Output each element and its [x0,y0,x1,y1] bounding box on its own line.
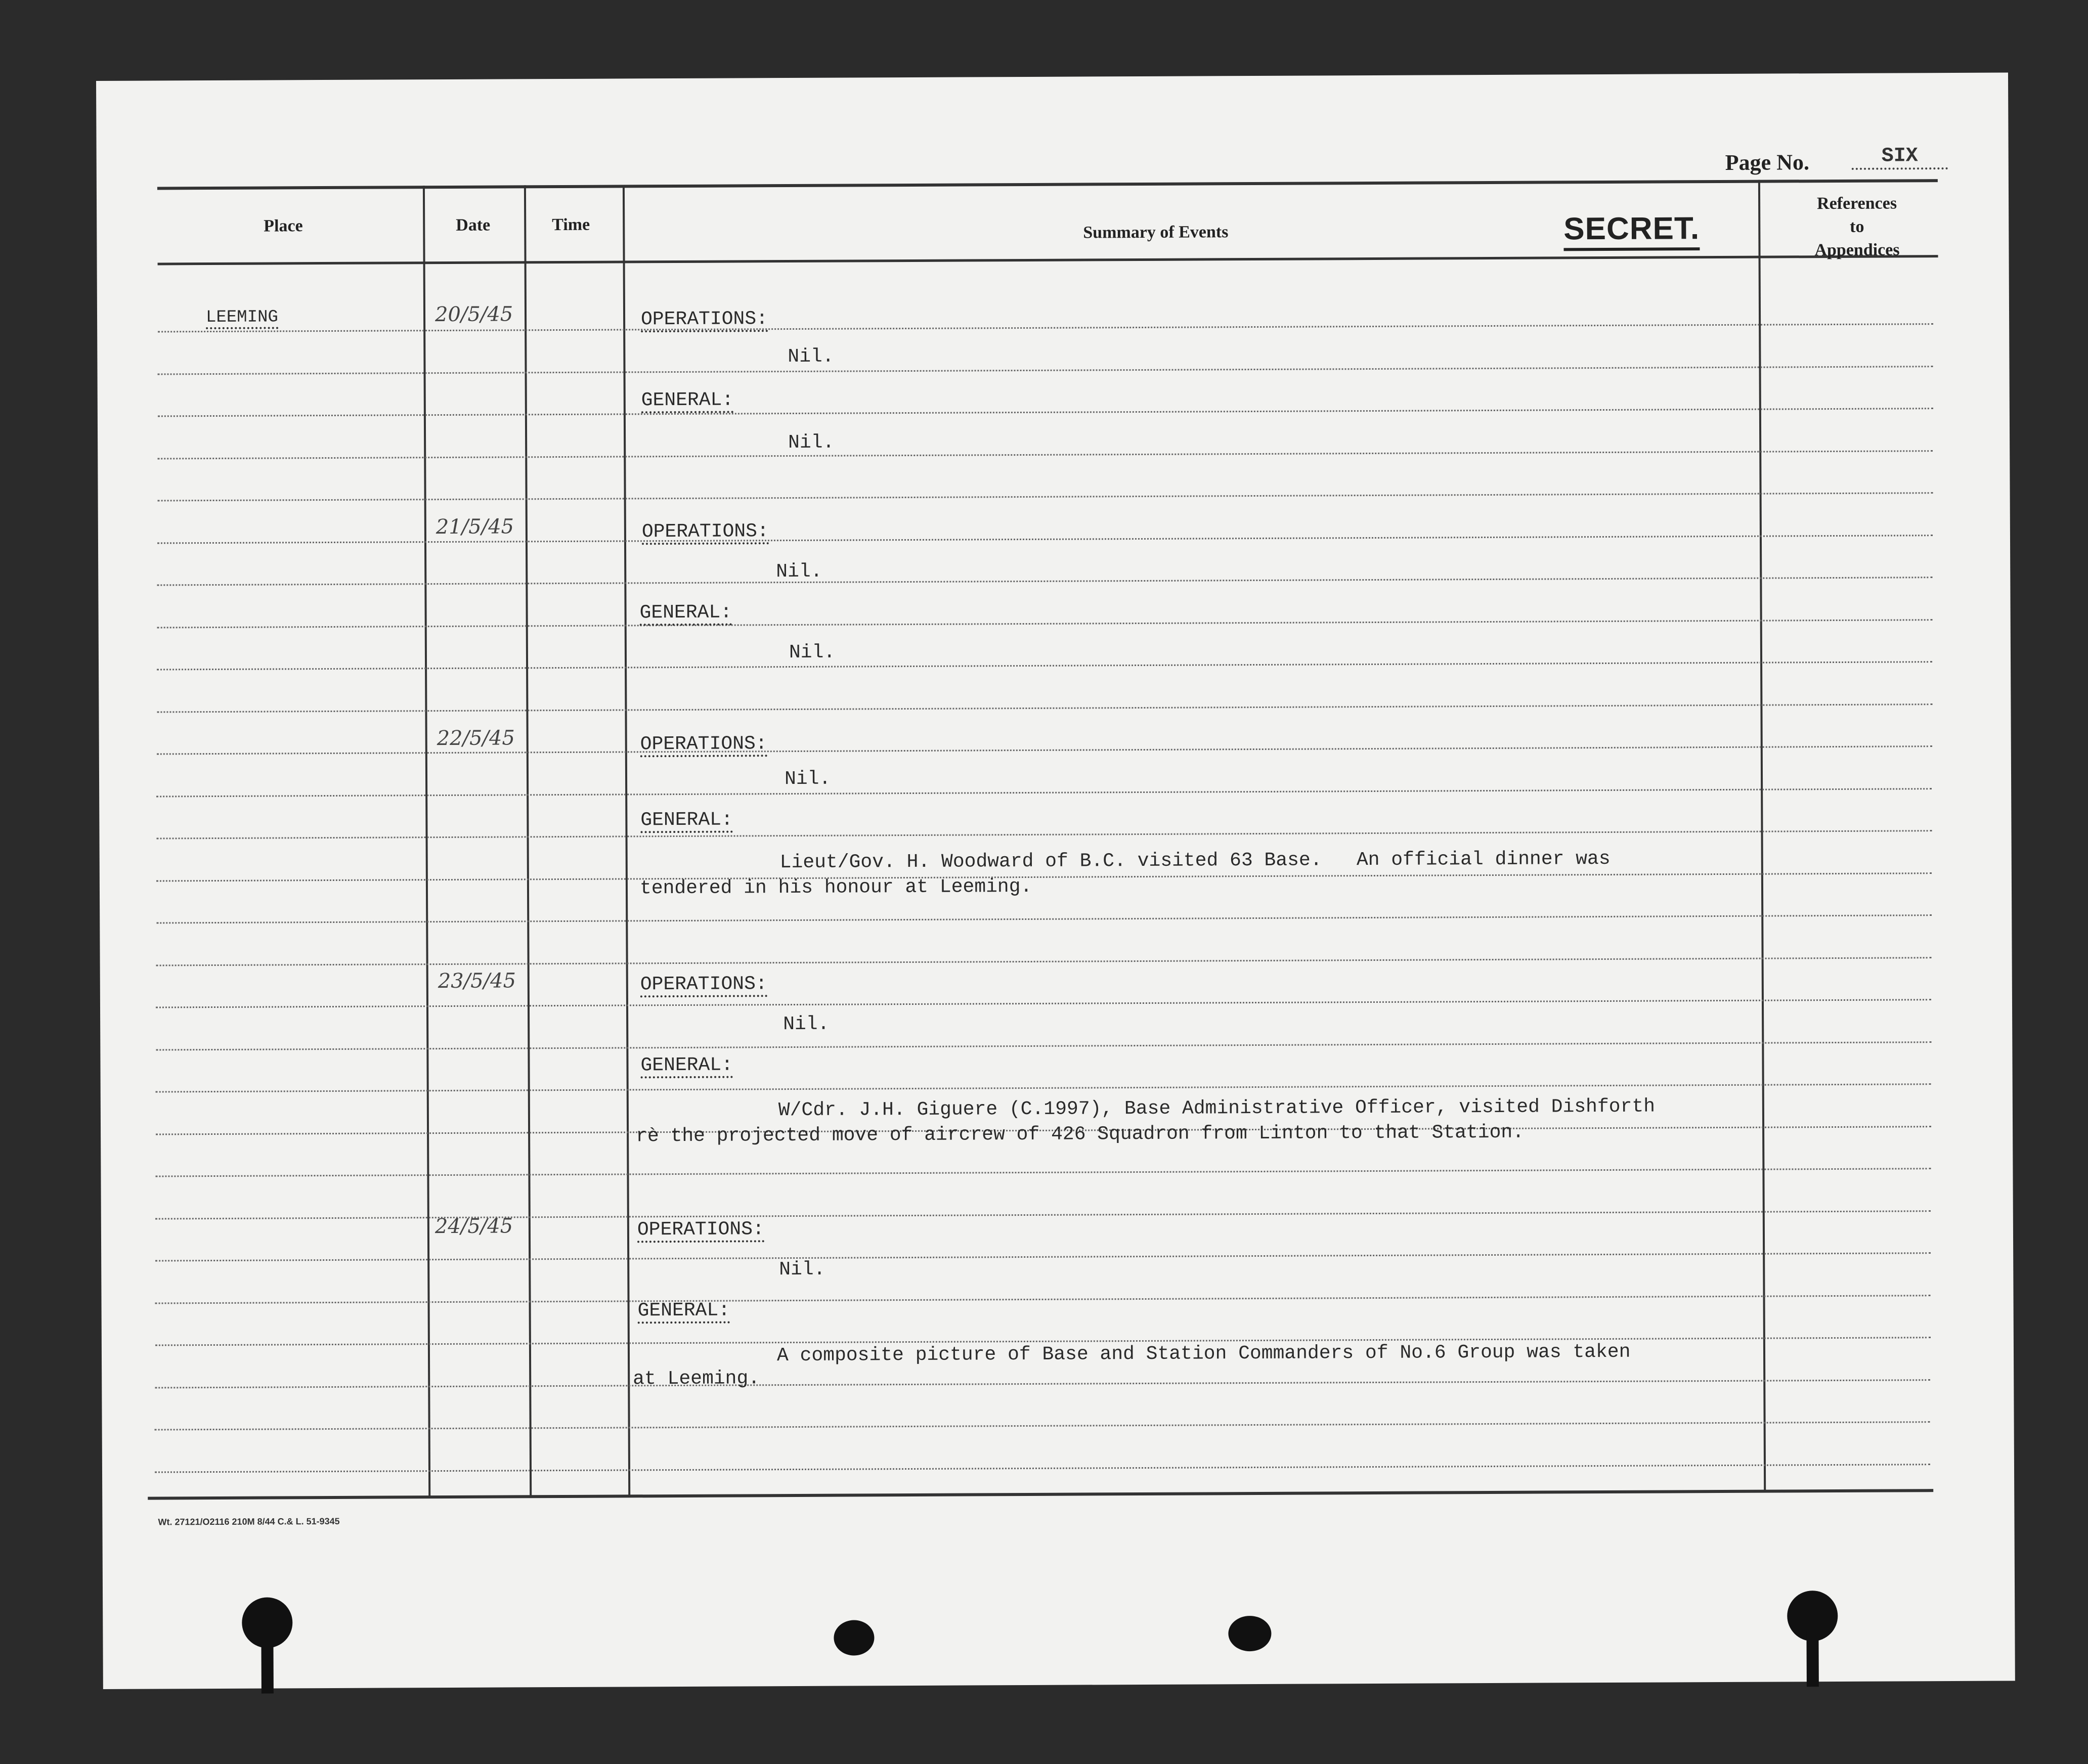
ruled-line [155,1421,1930,1430]
printer-footer: Wt. 27121/O2116 210M 8/44 C.& L. 51-9345 [158,1516,340,1527]
general-label: GENERAL: [640,809,733,833]
general-line: Lieut/Gov. H. Woodward of B.C. visited 63 Base. An official dinner was [779,848,1611,874]
page-number-value: SIX [1852,145,1948,170]
ruled-line [157,619,1933,628]
ruled-line [157,535,1933,544]
general-line: rè the projected move of aircrew of 426 Squadron from Linton to that Station. [636,1121,1525,1148]
general-label: GENERAL: [638,1300,730,1324]
operations-text: Nil. [783,1013,830,1036]
ruled-line [156,872,1932,881]
operations-label: OPERATIONS: [640,733,767,757]
entry-date: 23/5/45 [438,969,516,993]
operations-text: Nil. [784,768,831,790]
operations-label: OPERATIONS: [640,973,767,997]
ruled-line [155,1379,1930,1388]
general-line: at Leeming. [633,1368,760,1390]
ruled-line [157,745,1932,755]
references-header [1791,192,1923,262]
time-header: Time [552,215,590,235]
punch-hole [1228,1616,1271,1651]
ruled-line [156,1083,1931,1092]
ruled-line [156,914,1932,923]
punch-hole [834,1620,874,1655]
operations-text: Nil. [779,1258,825,1281]
place-header: Place [264,216,303,236]
summary-header: Summary of Events [1083,223,1229,242]
entry-date: 24/5/45 [434,1214,513,1239]
operations-label: OPERATIONS: [637,1218,764,1243]
operations-label: OPERATIONS: [642,520,769,545]
general-line: Nil. [788,431,835,454]
ruled-line [157,661,1932,670]
ruled-line [156,1041,1931,1050]
ruled-line [155,1210,1931,1219]
general-line: tendered in his honour at Leeming. [639,875,1032,900]
references-header-line: to [1850,217,1864,236]
entry-date: 20/5/45 [434,302,513,327]
secret-stamp: SECRET. [1563,210,1700,251]
operations-text: Nil. [788,345,834,368]
references-header-line: References [1817,194,1897,213]
punch-slot [1806,1631,1818,1687]
entry-date: 21/5/45 [436,515,514,539]
ruled-lines [96,73,2008,81]
ruled-line [157,703,1932,713]
ruled-line [156,999,1931,1008]
punch-slot [261,1638,273,1694]
general-label: GENERAL: [640,602,732,626]
ruled-line [155,1252,1931,1261]
ruled-line [155,1168,1931,1177]
form-sheet [96,73,2015,1689]
ruled-line [156,957,1932,966]
ruled-line [157,577,1932,586]
general-line: A composite picture of Base and Station Commanders of No.6 Group was taken [776,1341,1631,1367]
table-bottom-rule [148,1489,1933,1500]
general-line: W/Cdr. J.H. Giguere (C.1997), Base Administrative Officer, visited Dishforth [778,1095,1656,1122]
operations-label: OPERATIONS: [641,308,768,332]
general-line: Nil. [789,641,836,664]
general-label: GENERAL: [640,1054,733,1079]
ruled-line [155,1295,1931,1304]
references-header-line: Appendices [1814,240,1900,260]
date-header: Date [456,215,491,235]
page-number-label: Page No. [1725,150,1810,175]
ruled-line [157,830,1932,839]
general-label: GENERAL: [641,389,734,414]
ruled-line [155,1464,1930,1473]
operations-text: Nil. [776,560,822,583]
ruled-line [156,788,1932,797]
place-value: LEEMING [206,307,278,329]
entry-date: 22/5/45 [437,726,515,751]
